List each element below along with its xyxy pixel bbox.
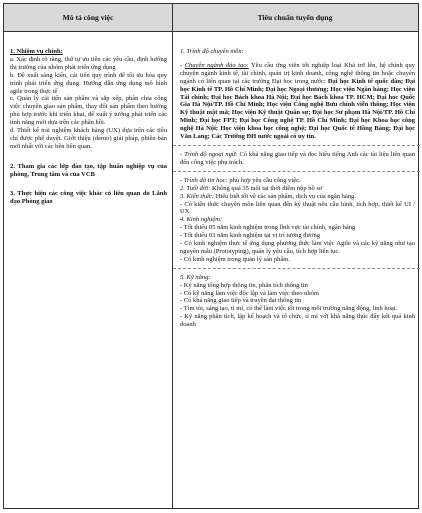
table-header <box>4 4 418 32</box>
experience-item: - Có kinh nghiệm trong quản lý sản phẩm. <box>180 255 290 263</box>
separator <box>173 268 420 270</box>
major-schools: Đại học Kinh tế quốc dân; Đại học Kinh tế TP. Hồ Chí Minh; Đại học Ngoại thương; Học viện Ngân hàng; Học viện Tài chính; Đại học Bách khoa Hà Nội; Đại học Bách khoa TP. HCM; Đại học Quốc Gia Hà Nội/TP. Hồ Chí Minh; Học viện Công nghệ Bưu chính viễn thông; Học viện Kỹ thuật mật mã; Học viện Kỹ thuật Quân sự; Đại học Sư phạm Hà Nội/TP. Hồ Chí Minh; Đại học FPT; Đại học Công nghệ TP. Hồ Chí Minh; Đại học Khoa học công nghệ Hà Nội; Học viện khoa học công nghệ; Đại học Quốc tế Hồng Bàng; Đại học Văn Lang; Các Trường ĐH nước ngoài có uy tín. <box>180 77 415 141</box>
major-requirement: - Chuyên ngành đào tạo: Yêu cầu ứng viên tốt nghiệp loại Khá trở lên, hệ chính quy chuyên ngành kinh tế, tài chính, quản trị kinh doanh, công nghệ thông tin hoặc chuyên ngành có liên quan tại các trường Đại học trong nước: Đại học Kinh tế quốc dân; Đại học Kinh tế TP. Hồ Chí Minh; Đại học Ngoại thương; Học viện Ngân hàng; Học viện Tài chính; Đại học Bách khoa Hà Nội; Đại học Bách khoa TP. HCM; Đại học Quốc Gia Hà Nội/TP. Hồ Chí Minh; Học viện Công nghệ Bưu chính viễn thông; Học viện Kỹ thuật mật mã; Học viện Kỹ thuật Quân sự; Đại học Sư phạm Hà Nội/TP. Hồ Chí Minh; Đại học FPT; Đại học Công nghệ TP. Hồ Chí Minh; Đại học Khoa học công nghệ Hà Nội; Học viện khoa học công nghệ; Đại học Quốc tế Hồng Bàng; Đại học Văn Lang; Các Trường ĐH nước ngoài có uy tín. <box>180 61 416 141</box>
knowledge-item: - Có kiến thức chuyên môn liên quan đến kỹ thuật nêu cầu hình, tích hợp, thiết kế UI / UX <box>180 200 415 216</box>
training-duty: 2. Tham gia các lớp đào tạo, tập huấn nghiệp vụ của phòng, Trung tâm và của VCB <box>10 162 167 178</box>
main-duties-title: 1. Nhiệm vụ chính: <box>10 48 63 55</box>
age-text: Không quá 35 tuổi tại thời điểm nộp hồ sơ <box>210 184 323 192</box>
header-job-description: Mô tả công việc <box>62 13 114 22</box>
header-recruitment-criteria: Tiêu chuẩn tuyển dụng <box>257 13 333 22</box>
it-text: phù hợp yêu cầu công việc. <box>227 176 301 184</box>
duty-c: c. Quản lý cải tiến sản phẩm và sắp xếp, phân chia công việc chuyên giao sản phẩm, thay đổi sản phẩm theo hướng phù hợp trước khi triển khai, để xuất ý tưởng phát triển các tính năng mới dựa trên các phân hồi. <box>10 95 167 127</box>
duty-a: a. Xác định rõ ràng, thứ tự ưu tiên các yêu cầu, định hướng thị trường của nhóm phát triển ứng dụng <box>10 55 167 71</box>
language-text: Có khả năng giao tiếp và đọc hiểu tiếng Anh các tài liệu liên quan đến công việc phụ trách. <box>180 150 416 166</box>
major-text: Yêu cầu ứng viên tốt nghiệp loại Khá trở lên, hệ chính quy chuyên ngành kinh tế, tài chính, quản trị kinh doanh, công nghệ thông tin hoặc chuyên ngành có liên quan tại các trường Đại học trong nước: <box>180 61 416 85</box>
duty-d: d. Thiết kế trải nghiệm khách hàng (UX) dựa trên các tiêu chí được phê duyệt. Giới thiệu (demo) giải pháp, phiên bản mới nhất với các bên liên quan. <box>10 127 167 150</box>
experience-item: - Có kinh nghiệm thực tế ứng dụng phương thức làm việc Agile và các kỹ năng như tạo nguyên mẫu (Prototyping), quản lý yêu cầu, tích hợp liên tục. <box>180 240 415 255</box>
skill-item: - Kỹ năng tổng hợp thông tin, phân tích thông tin <box>180 281 308 289</box>
job-description-column <box>4 32 172 508</box>
duty-b: b. Đề xuất sáng kiến, cải tiến quy trình để tối ưu hóa quy trình phát triển ứng dụng. Hướng dẫn ứng dụng mô hình agile trong thực tế <box>10 71 167 95</box>
language-requirement: - Trình độ ngoại ngữ: Có khả năng giao tiếp và đọc hiểu tiếng Anh các tài liệu liên quan đến công việc phụ trách. <box>180 150 416 166</box>
experience-title: 4. Kinh nghiệm: <box>180 216 223 224</box>
skill-item: - Có khả năng giao tiếp và truyền đạt thông tin <box>180 297 302 305</box>
it-requirement: - Trình độ tin học: phù hợp yêu cầu công việc. <box>180 176 301 184</box>
knowledge-label: 3. Kiến thức: <box>180 192 215 200</box>
qualification-title: 1. Trình độ chuyên môn: <box>180 48 244 55</box>
skills-title: 5. Kỹ năng: <box>180 273 211 281</box>
other-duties: 3. Thực hiện các công việc khác có liên quan do Lãnh đạo Phòng giao <box>10 189 167 205</box>
it-label: Trình độ tin học: <box>183 176 228 184</box>
language-label: Trình độ ngoại ngữ: <box>184 150 238 158</box>
age-label: 2. Tuổi đời: <box>180 184 211 192</box>
major-label: Chuyên ngành đào tạo: <box>184 61 249 69</box>
job-table <box>3 3 419 509</box>
separator <box>173 145 420 147</box>
skill-item: - Có kỹ năng làm việc độc lập và làm việc theo nhóm <box>180 289 319 297</box>
age-requirement <box>180 185 415 193</box>
separator <box>173 171 420 173</box>
knowledge-text: Hiểu biết tốt về các sản phẩm, dịch vụ của ngân hàng. <box>214 192 356 200</box>
experience-item: - Tối thiểu 05 năm kinh nghiệm trong lĩnh vực tài chính, ngân hàng <box>180 224 356 232</box>
recruitment-criteria-column <box>173 32 420 508</box>
experience-item: - Tối thiểu 03 năm kinh nghiệm tại vị trí tương đương <box>180 232 320 240</box>
knowledge-requirement <box>180 193 415 201</box>
skill-item: - Tìm tòi, sáng tạo, tỉ mỉ, có thể làm việc tốt trong môi trường năng động, linh hoạt. <box>180 305 398 313</box>
skill-item: - Kỹ năng phân tích, lập kế hoạch và tổ chức, tỉ mỉ với khả năng thúc đẩy kết quả kinh doanh <box>180 313 415 329</box>
